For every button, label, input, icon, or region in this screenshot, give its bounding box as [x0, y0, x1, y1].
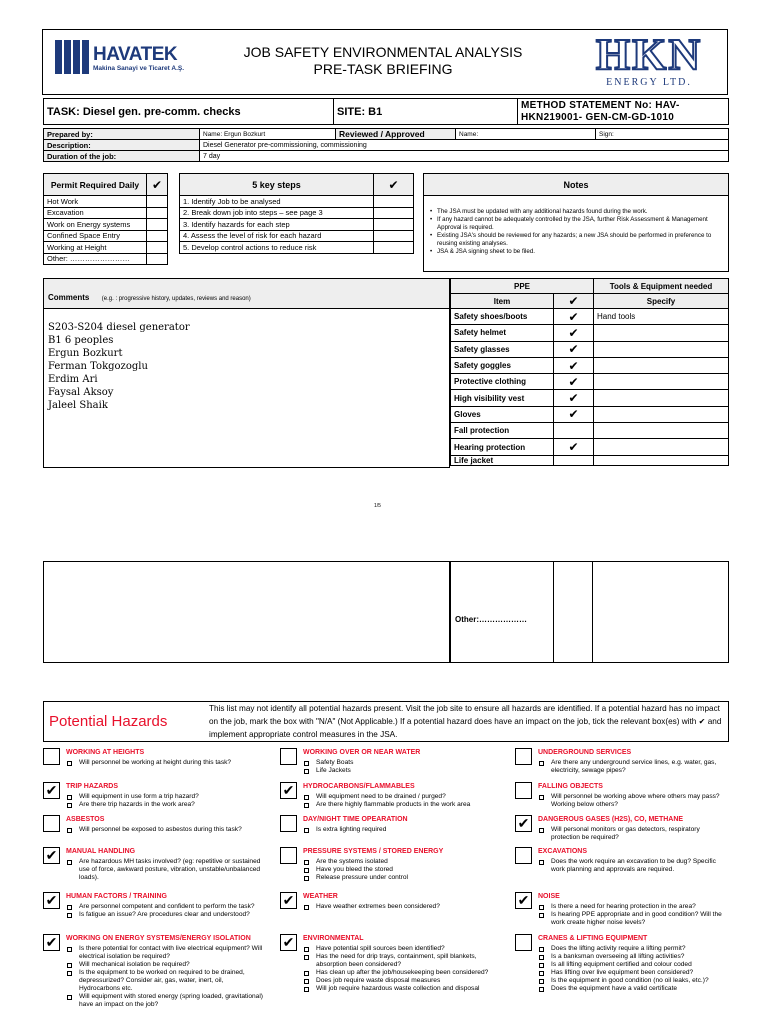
- hazard-question: [304, 969, 503, 977]
- hazard-question-text: Does job require waste disposal measures: [316, 977, 441, 984]
- ppe-check[interactable]: ✔: [554, 309, 594, 325]
- hazard-question: [67, 903, 266, 911]
- checkbox-icon[interactable]: [304, 876, 309, 881]
- checkbox-icon[interactable]: [304, 828, 309, 833]
- hazard-question-text: Are there highly flammable products in the work area: [316, 801, 471, 808]
- hazard-question-text: Are there any underground service lines, e.g. water, gas, electricity, sewage pipes?: [551, 759, 717, 774]
- permit-checkbox[interactable]: [147, 207, 168, 219]
- hazard-question: [304, 801, 503, 809]
- hazard-question-text: Will equipment need to be drained / purged?: [316, 793, 446, 800]
- ppe-item: Hearing protection: [451, 439, 554, 455]
- tools-cell: [594, 390, 729, 406]
- hazard-question-text: Has the need for drip trays, containment, spill blankets, absorption been considered?: [316, 953, 477, 968]
- hazard-tick-box[interactable]: ✔: [43, 847, 60, 864]
- specify-header: Specify: [594, 294, 729, 309]
- tools-cell: [594, 406, 729, 422]
- hazard-question: [539, 858, 723, 874]
- hazard-tick-box[interactable]: [280, 748, 297, 765]
- hazard-title: WORKING ON ENERGY SYSTEMS/ENERGY ISOLATION: [66, 935, 251, 942]
- notes-box: [423, 173, 729, 272]
- hazard-question-text: Will personal monitors or gas detectors, respiratory protection be required?: [551, 826, 700, 841]
- duration-value: 7 day: [200, 151, 729, 162]
- checkbox-icon[interactable]: [67, 971, 72, 976]
- tools-cell: [594, 439, 729, 455]
- checkbox-icon[interactable]: [67, 761, 72, 766]
- checkbox-icon[interactable]: [539, 963, 544, 968]
- permit-checkbox[interactable]: [147, 219, 168, 231]
- hazard-tick-box[interactable]: ✔: [515, 815, 532, 832]
- checkbox-icon[interactable]: [67, 995, 72, 1000]
- ppe-item: Gloves: [451, 406, 554, 422]
- hazard-question: [67, 801, 266, 809]
- checkbox-icon[interactable]: [539, 987, 544, 992]
- page2-ppe-check-box: [553, 561, 593, 663]
- hazard-question-text: Release pressure under control: [316, 874, 408, 881]
- havatek-logo-text: HAVATEK: [93, 44, 178, 65]
- description-value: Diesel Generator pre-commissioning, commissioning: [200, 140, 729, 151]
- hazard-title: ENVIRONMENTAL: [303, 935, 364, 942]
- ppe-check[interactable]: [554, 455, 594, 465]
- checkbox-icon[interactable]: [539, 947, 544, 952]
- checkbox-icon[interactable]: [67, 905, 72, 910]
- step-item: 1. Identify Job to be analysed: [180, 196, 374, 208]
- hazard-question-text: Will personnel be exposed to asbestos during this task?: [79, 826, 242, 833]
- hazard-question-text: Have you bleed the stored: [316, 866, 393, 873]
- step-item: 2. Break down job into steps – see page 3: [180, 207, 374, 219]
- checkbox-icon[interactable]: [67, 795, 72, 800]
- checkbox-icon[interactable]: [539, 955, 544, 960]
- hazard-question-text: Will personnel be working at height during this task?: [79, 759, 232, 766]
- note-text: The JSA must be updated with any additional hazards found during the work.: [437, 208, 648, 215]
- steps-check-header: ✔: [374, 174, 414, 196]
- ppe-item: Protective clothing: [451, 374, 554, 390]
- hazard-question: [304, 903, 503, 911]
- reviewed-label: Reviewed / Approved: [336, 129, 456, 140]
- tools-cell: [594, 423, 729, 439]
- hazard-question: [67, 826, 266, 834]
- ppe-check-header: ✔: [554, 294, 594, 309]
- hazard-question-text: Is extra lighting required: [316, 826, 387, 833]
- step-checkbox[interactable]: [374, 196, 414, 208]
- hazard-question: [539, 911, 723, 927]
- hazards-intro-text: This list may not identify all potential hazards present. Visit the job site to ensure all hazards are identified. If a potential hazard has no impact on the job, mark the box with "N/A" (Not Applicable.) If a potential hazard does have an impact on the job, tick the relevant box(es) with ✔ and implement appropriate control measures in the JSA.: [209, 704, 722, 739]
- hazard-question-text: Will mechanical isolation be required?: [79, 961, 190, 968]
- duration-label: Duration of the job:: [44, 151, 200, 162]
- hazard-question-text: Does the lifting activity require a lifting permit?: [551, 945, 686, 952]
- page-number: 1/5: [374, 503, 381, 509]
- hazard-question: [539, 903, 723, 911]
- hazard-question-text: Is the equipment in good condition (no oil leaks, etc.)?: [551, 977, 709, 984]
- hazard-tick-box[interactable]: [280, 847, 297, 864]
- note-item: [430, 216, 722, 232]
- hazard-column-2: [280, 748, 512, 1024]
- step-checkbox[interactable]: [374, 230, 414, 242]
- hazard-question-text: Is a banksman overseeing all lifting activities?: [551, 953, 685, 960]
- havatek-logo: [55, 40, 195, 84]
- checkbox-icon[interactable]: [304, 947, 309, 952]
- hazard-title: DAY/NIGHT TIME OPEARATION: [303, 816, 408, 823]
- method-statement-cell: METHOD STATEMENT No: HAV-HKN219001- GEN-CM-GD-1010: [518, 99, 729, 125]
- info-table: [43, 128, 729, 162]
- hazard-question-text: Is there a need for hearing protection in the area?: [551, 903, 696, 910]
- comment-line: Ferman Tokgozoglu: [48, 361, 148, 372]
- task-table: [43, 98, 729, 125]
- hazard-tick-box[interactable]: [515, 934, 532, 951]
- permit-item: Excavation: [44, 207, 147, 219]
- checkbox-icon[interactable]: [539, 913, 544, 918]
- hazard-question: [67, 858, 266, 882]
- hazard-question: [539, 969, 723, 977]
- permit-item: Confined Space Entry: [44, 230, 147, 242]
- hazard-title: FALLING OBJECTS: [538, 783, 603, 790]
- hazard-question: [304, 858, 503, 866]
- hazard-question: [304, 953, 503, 969]
- comment-line: Faysal Aksoy: [48, 387, 114, 398]
- permit-item: Working at Height: [44, 242, 147, 254]
- tools-value: Hand tools: [594, 309, 729, 325]
- tools-cell: [594, 325, 729, 341]
- permits-header: Permit Required Daily: [44, 174, 147, 196]
- checkbox-icon[interactable]: [304, 987, 309, 992]
- notes-header: Notes: [424, 174, 728, 196]
- hazard-title: WORKING AT HEIGHTS: [66, 749, 145, 756]
- ppe-item: Fall protection: [451, 423, 554, 439]
- hazard-question-text: Are the systems isolated: [316, 858, 388, 865]
- hazard-question-text: Will equipment with stored energy (spring loaded, gravitational) have an impact on the job?: [79, 993, 263, 1008]
- note-text: If any hazard cannot be adequately controlled by the JSA, further Risk Assessment & Management Approval is required.: [437, 216, 708, 231]
- ppe-check[interactable]: [554, 423, 594, 439]
- hazard-question: [304, 874, 503, 882]
- checkbox-icon[interactable]: [304, 979, 309, 984]
- havatek-grid-icon: [55, 40, 89, 74]
- reviewed-name-label: Name:: [456, 129, 596, 140]
- step-checkbox[interactable]: [374, 219, 414, 231]
- hazard-question: [67, 961, 266, 969]
- hazard-question: [539, 961, 723, 969]
- hazard-question: [304, 985, 503, 993]
- hazard-question: [304, 793, 503, 801]
- hkn-logo-text: HKN: [595, 30, 703, 79]
- prepared-by-value: Name: Ergun Bozkurt: [200, 129, 336, 140]
- hazard-title: WORKING OVER OR NEAR WATER: [303, 749, 421, 756]
- hazard-column-1: [43, 748, 275, 1024]
- tools-cell: [594, 357, 729, 373]
- steps-header: 5 key steps: [180, 174, 374, 196]
- hazard-tick-box[interactable]: ✔: [280, 934, 297, 951]
- hazard-question: [539, 759, 723, 775]
- hazard-question: [539, 945, 723, 953]
- hazard-title: MANUAL HANDLING: [66, 848, 136, 855]
- ppe-item: Life jacket: [451, 455, 554, 465]
- ppe-check[interactable]: ✔: [554, 325, 594, 341]
- hazard-tick-box[interactable]: ✔: [43, 782, 60, 799]
- permit-item: Other: ……………………: [44, 253, 147, 265]
- hazard-title: TRIP HAZARDS: [66, 783, 118, 790]
- tools-cell: [594, 341, 729, 357]
- step-item: 4. Assess the level of risk for each hazard: [180, 230, 374, 242]
- checkbox-icon[interactable]: [304, 860, 309, 865]
- hazard-question: [539, 826, 723, 842]
- bullet-icon: •: [430, 232, 433, 239]
- hazard-question-text: Is fatigue an issue? Are procedures clear and understood?: [79, 911, 250, 918]
- steps-table: [179, 173, 414, 254]
- page2-ppe-item-box: [450, 561, 554, 663]
- note-text: JSA & JSA signing sheet to be filed.: [437, 248, 536, 255]
- step-checkbox[interactable]: [374, 242, 414, 254]
- tools-cell: [594, 374, 729, 390]
- checkbox-icon[interactable]: [304, 769, 309, 774]
- note-item: [430, 232, 722, 248]
- permit-item: Hot Work: [44, 196, 147, 208]
- ppe-table: [450, 278, 729, 466]
- comments-box: [43, 278, 450, 468]
- bullet-icon: •: [430, 248, 433, 255]
- hazard-question: [539, 953, 723, 961]
- hazard-title: HYDROCARBONS/FLAMMABLES: [303, 783, 415, 790]
- hazard-question-text: Is the equipment to be worked on required to be drained, depressurized? Consider air, gas, water, inert, oil, Hydrocarbons etc.: [79, 969, 245, 992]
- reviewed-sign-label: Sign:: [596, 129, 729, 140]
- hazard-question: [304, 767, 503, 775]
- hazard-question: [67, 793, 266, 801]
- hazard-question: [539, 793, 723, 809]
- hazard-question-text: Will job require hazardous waste collection and disposal: [316, 985, 480, 992]
- bullet-icon: •: [430, 208, 433, 215]
- tools-header: Tools & Equipment needed: [594, 279, 729, 294]
- form-title-line2: PRE-TASK BRIEFING: [313, 61, 453, 77]
- permit-checkbox[interactable]: [147, 196, 168, 208]
- hazard-tick-box[interactable]: ✔: [43, 892, 60, 909]
- ppe-item: Safety shoes/boots: [451, 309, 554, 325]
- hazard-title: CRANES & LIFTING EQUIPMENT: [538, 935, 648, 942]
- hazard-tick-box[interactable]: [515, 782, 532, 799]
- form-title-line1: JOB SAFETY ENVIRONMENTAL ANALYSIS: [243, 44, 523, 60]
- hazard-tick-box[interactable]: ✔: [515, 892, 532, 909]
- checkbox-icon[interactable]: [67, 860, 72, 865]
- prepared-by-label: Prepared by:: [44, 129, 200, 140]
- ppe-check[interactable]: ✔: [554, 341, 594, 357]
- hazard-question: [539, 985, 723, 993]
- hazard-question: [67, 969, 266, 993]
- hazard-title: WEATHER: [303, 893, 338, 900]
- page2-other-label: Other:………………: [455, 615, 527, 624]
- hazard-question-text: Does the work require an excavation to be dug? Specific work planning and approvals are required.: [551, 858, 716, 873]
- hazard-tick-box[interactable]: ✔: [280, 892, 297, 909]
- hazard-question: [304, 759, 503, 767]
- hazard-question: [67, 993, 266, 1009]
- page2-comments-box: [43, 561, 450, 663]
- checkbox-icon[interactable]: [539, 971, 544, 976]
- hazard-tick-box[interactable]: [43, 748, 60, 765]
- hkn-logo: [575, 30, 723, 91]
- hazard-column-3: [515, 748, 730, 1024]
- page2-tools-box: [592, 561, 729, 663]
- checkbox-icon[interactable]: [539, 761, 544, 766]
- checkbox-icon[interactable]: [539, 979, 544, 984]
- hazard-question: [304, 826, 503, 834]
- hazard-question: [304, 866, 503, 874]
- permits-table: [43, 173, 168, 265]
- form-title: [213, 44, 553, 78]
- checkbox-icon[interactable]: [304, 795, 309, 800]
- hazard-title: DANGEROUS GASES (H2S), CO, METHANE: [538, 816, 684, 823]
- step-item: 5. Develop control actions to reduce risk: [180, 242, 374, 254]
- comment-line: B1 6 peoples: [48, 335, 114, 346]
- checkbox-icon[interactable]: [304, 971, 309, 976]
- checkbox-icon[interactable]: [539, 795, 544, 800]
- hazard-question: [304, 945, 503, 953]
- comment-line: Erdim Ari: [48, 374, 98, 385]
- hazard-question-text: Will equipment in use form a trip hazard?: [79, 793, 199, 800]
- hazard-question-text: Are personnel competent and confident to perform the task?: [79, 903, 255, 910]
- checkbox-icon[interactable]: [67, 913, 72, 918]
- bullet-icon: •: [430, 216, 433, 223]
- hazard-title: HUMAN FACTORS / TRAINING: [66, 893, 167, 900]
- hazard-question-text: Has clean up after the job/housekeeping been considered?: [316, 969, 489, 976]
- permit-checkbox[interactable]: [147, 253, 168, 265]
- checkbox-icon[interactable]: [539, 860, 544, 865]
- comment-line: Jaleel Shaik: [48, 400, 108, 411]
- hazards-intro-box: [43, 701, 729, 742]
- hazard-question-text: Life Jackets: [316, 767, 351, 774]
- comment-line: S203-S204 diesel generator: [48, 322, 190, 333]
- checkbox-icon[interactable]: [304, 868, 309, 873]
- permits-check-header: ✔: [147, 174, 168, 196]
- ppe-item: Safety glasses: [451, 341, 554, 357]
- permit-item: Work on Energy systems: [44, 219, 147, 231]
- hazard-question: [67, 759, 266, 767]
- permit-checkbox[interactable]: [147, 230, 168, 242]
- hazard-title: EXCAVATIONS: [538, 848, 588, 855]
- checkbox-icon[interactable]: [67, 828, 72, 833]
- havatek-logo-subtext: Makina Sanayi ve Ticaret A.Ş.: [93, 65, 185, 72]
- comments-hint: (e.g. : progressive history, updates, reviews and reason): [101, 296, 251, 302]
- hazard-question-text: Does the equipment have a valid certificate: [551, 985, 678, 992]
- hazard-question: [67, 945, 266, 961]
- step-item: 3. Identify hazards for each step: [180, 219, 374, 231]
- site-cell: SITE: B1: [334, 99, 518, 125]
- ppe-check[interactable]: ✔: [554, 406, 594, 422]
- checkbox-icon[interactable]: [539, 828, 544, 833]
- notes-list: [424, 196, 728, 256]
- hazard-question: [304, 977, 503, 985]
- comments-header: [44, 279, 449, 309]
- task-cell: TASK: Diesel gen. pre-comm. checks: [44, 99, 334, 125]
- hazard-tick-box[interactable]: [43, 815, 60, 832]
- checkbox-icon[interactable]: [67, 963, 72, 968]
- hazards-title: Potential Hazards: [49, 713, 168, 730]
- hazard-question-text: Has lifting over live equipment been considered?: [551, 969, 694, 976]
- comment-line: Ergun Bozkurt: [48, 348, 123, 359]
- ppe-check[interactable]: ✔: [554, 439, 594, 455]
- ppe-item: Safety helmet: [451, 325, 554, 341]
- note-text: Existing JSA's should be reviewed for any hazards; a new JSA should be performed in preference to reusing existing analyses.: [437, 232, 712, 247]
- hazard-tick-box[interactable]: [515, 847, 532, 864]
- hazard-tick-box[interactable]: [280, 815, 297, 832]
- hazard-question-text: Is all lifting equipment certified and colour coded: [551, 961, 692, 968]
- checkbox-icon[interactable]: [67, 803, 72, 808]
- hazard-question-text: Are there trip hazards in the work area?: [79, 801, 195, 808]
- step-checkbox[interactable]: [374, 207, 414, 219]
- header-box: [42, 29, 728, 95]
- hazard-question: [67, 911, 266, 919]
- checkbox-icon[interactable]: [304, 905, 309, 910]
- note-item: [430, 248, 722, 256]
- ppe-item: Safety goggles: [451, 357, 554, 373]
- comments-label: Comments: [48, 293, 90, 302]
- ppe-item-header: Item: [451, 294, 554, 309]
- permit-checkbox[interactable]: [147, 242, 168, 254]
- ppe-check[interactable]: ✔: [554, 357, 594, 373]
- hkn-logo-subtext: ENERGY LTD.: [606, 77, 692, 88]
- hazard-question: [539, 977, 723, 985]
- hazard-tick-box[interactable]: [515, 748, 532, 765]
- hazard-question-text: Is there potential for contact with live electrical equipment? Will electrical isolation be required?: [79, 945, 263, 960]
- checkbox-icon[interactable]: [304, 803, 309, 808]
- hazard-title: NOISE: [538, 893, 560, 900]
- ppe-item: High visibility vest: [451, 390, 554, 406]
- hazard-tick-box[interactable]: ✔: [43, 934, 60, 951]
- checkbox-icon[interactable]: [304, 955, 309, 960]
- ppe-check[interactable]: ✔: [554, 390, 594, 406]
- note-item: [430, 208, 722, 216]
- tools-cell: [594, 455, 729, 465]
- checkbox-icon[interactable]: [304, 761, 309, 766]
- comment-lines: [44, 309, 449, 424]
- hazard-title: PRESSURE SYSTEMS / STORED ENERGY: [303, 848, 444, 855]
- hazard-title: ASBESTOS: [66, 816, 105, 823]
- ppe-header: PPE: [451, 279, 594, 294]
- hazard-tick-box[interactable]: ✔: [280, 782, 297, 799]
- checkbox-icon[interactable]: [539, 905, 544, 910]
- hazard-question-text: Have potential spill sources been identified?: [316, 945, 445, 952]
- checkbox-icon[interactable]: [67, 947, 72, 952]
- hazard-question-text: Safety Boats: [316, 759, 354, 766]
- hazard-question-text: Is hearing PPE appropriate and in good condition? Will the work create higher noise levels?: [551, 911, 722, 926]
- hazard-question-text: Will personnel be working above where others may pass? Working below others?: [551, 793, 720, 808]
- hazard-question-text: Are hazardous MH tasks involved? (eg: repetitive or sustained use of force, awkward posture, vibration, unstable/unbalanced loads).: [79, 858, 261, 881]
- description-label: Description:: [44, 140, 200, 151]
- hazard-title: UNDERGROUND SERVICES: [538, 749, 632, 756]
- ppe-check[interactable]: ✔: [554, 374, 594, 390]
- hazard-question-text: Have weather extremes been considered?: [316, 903, 440, 910]
